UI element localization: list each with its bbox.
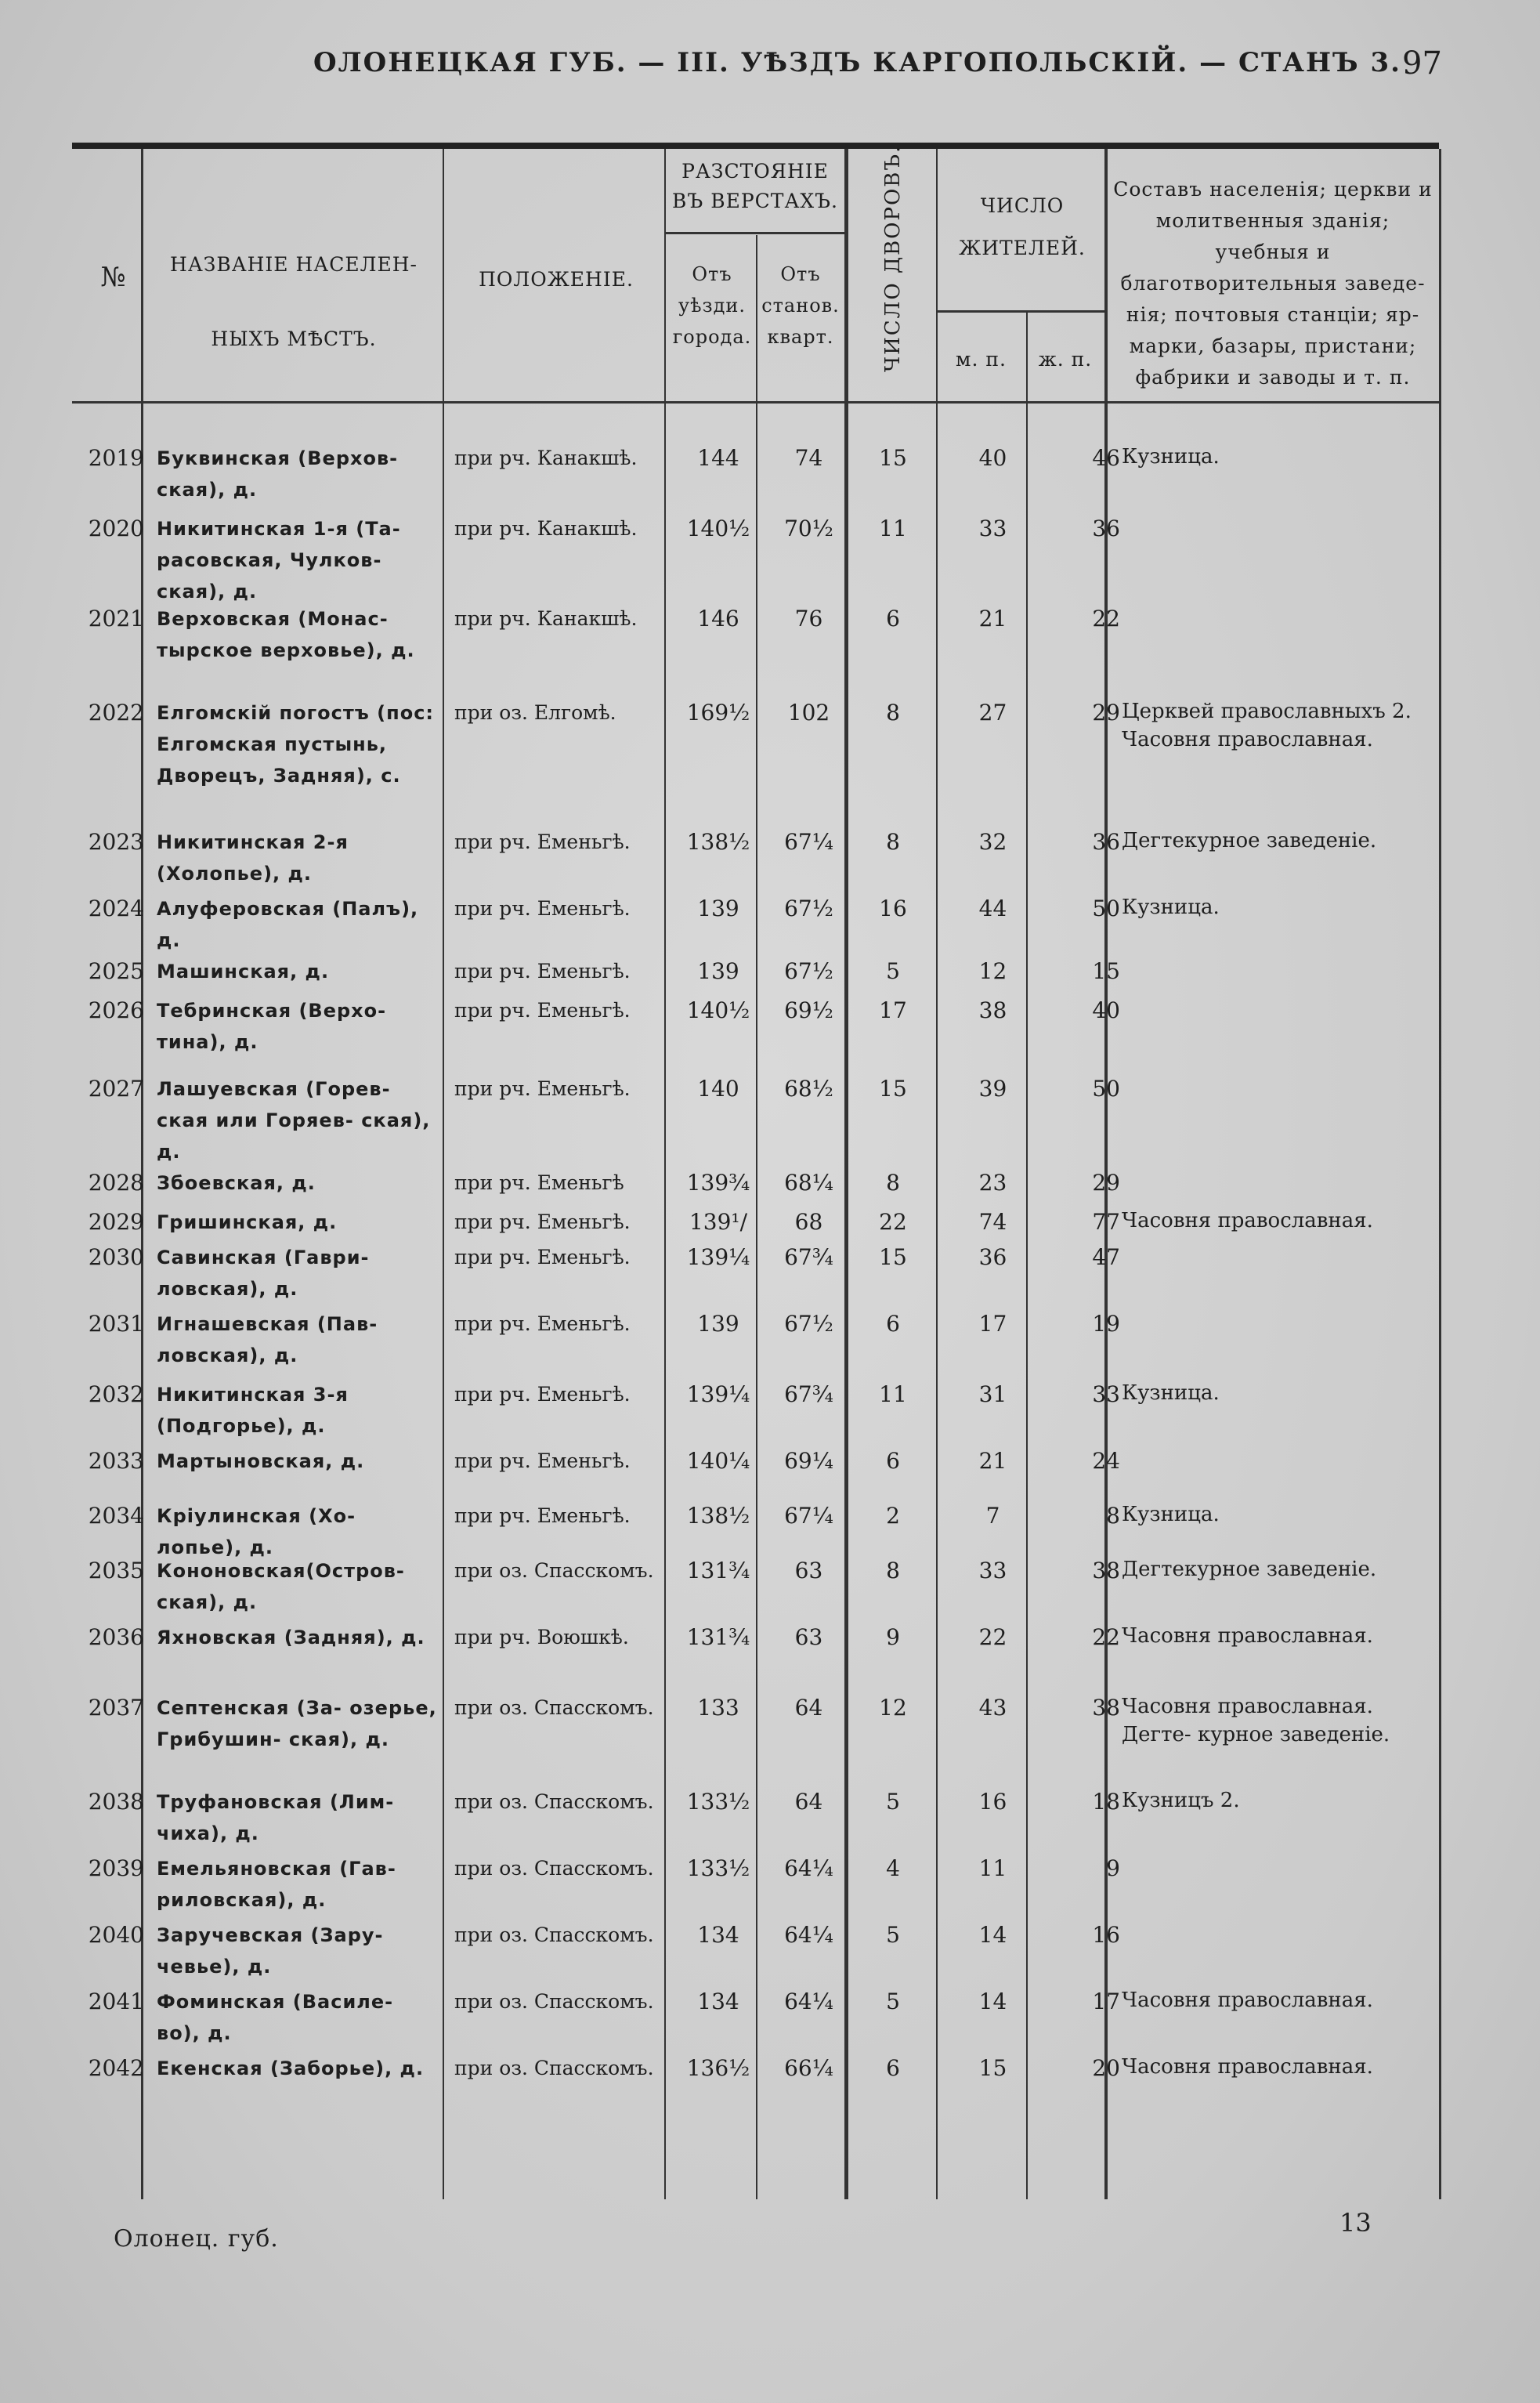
distance-stan: 66¼ xyxy=(784,2055,833,2081)
row-number: 2040 xyxy=(88,1922,144,1948)
row-number: 2028 xyxy=(88,1170,144,1196)
row-number: 2037 xyxy=(88,1695,144,1721)
female-count: 8 xyxy=(1106,1503,1120,1529)
male-count: 21 xyxy=(978,1448,1007,1474)
header-divider xyxy=(666,232,844,234)
distance-stan: 76 xyxy=(794,606,823,632)
yards-count: 8 xyxy=(886,700,900,726)
settlement-name: Екенская (Заборье), д. xyxy=(157,2057,425,2079)
row-number: 2025 xyxy=(88,958,144,984)
yards-count: 11 xyxy=(879,1381,907,1407)
header-divider xyxy=(938,310,1104,313)
female-count: 38 xyxy=(1092,1558,1120,1583)
yards-count: 4 xyxy=(886,1855,900,1881)
distance-stan: 63 xyxy=(794,1624,823,1650)
row-number: 2029 xyxy=(88,1209,144,1235)
settlement-name: Лашуевская (Горев- ская или Горяев- ская), д. xyxy=(157,1078,431,1163)
male-count: 39 xyxy=(978,1076,1007,1102)
settlement-name: Труфановская (Лим- чиха), д. xyxy=(157,1791,395,1844)
settlement-position: при рч. Еменьгѣ. xyxy=(454,1211,631,1233)
row-number: 2026 xyxy=(88,997,144,1023)
row-number: 2033 xyxy=(88,1448,144,1474)
female-count: 36 xyxy=(1092,516,1120,541)
distance-city: 140½ xyxy=(686,997,750,1023)
settlement-name: Емельяновская (Гав- риловская), д. xyxy=(157,1858,396,1911)
male-count: 14 xyxy=(978,1989,1007,2014)
female-count: 18 xyxy=(1092,1789,1120,1815)
female-count: 15 xyxy=(1092,958,1120,984)
settlement-position: при рч. Еменьгѣ. xyxy=(454,897,631,920)
column-header-name: НАЗВАНІЕ НАСЕЛЕН- НЫХЪ МѢСТЪ. xyxy=(170,253,418,350)
row-number: 2039 xyxy=(88,1855,144,1881)
female-count: 77 xyxy=(1092,1209,1120,1235)
distance-city: 133½ xyxy=(686,1855,750,1881)
distance-city: 136½ xyxy=(686,2055,750,2081)
yards-count: 17 xyxy=(879,997,907,1023)
distance-city: 139 xyxy=(697,958,739,984)
male-count: 23 xyxy=(978,1170,1007,1196)
row-number: 2020 xyxy=(88,516,144,541)
settlement-position: при оз. Спасскомъ. xyxy=(454,1857,654,1880)
yards-count: 12 xyxy=(879,1695,907,1721)
settlement-position: при рч. Воюшкѣ. xyxy=(454,1626,629,1648)
settlement-name: Кріулинская (Хо- лопье), д. xyxy=(157,1505,356,1558)
row-notes: Часовня православная. Дегте- курное заведеніе. xyxy=(1122,1695,1390,1746)
distance-city: 140 xyxy=(697,1076,739,1102)
female-count: 50 xyxy=(1092,896,1120,921)
settlement-position: при оз. Спасскомъ. xyxy=(454,2057,654,2079)
column-divider xyxy=(443,149,444,2199)
column-header-female: ж. п. xyxy=(1038,348,1093,371)
male-count: 43 xyxy=(978,1695,1007,1721)
column-divider xyxy=(664,149,666,2199)
column-divider xyxy=(936,149,938,2199)
male-count: 74 xyxy=(978,1209,1007,1235)
column-header-number: № xyxy=(100,262,127,293)
distance-city: 139¹/ xyxy=(689,1209,748,1235)
female-count: 22 xyxy=(1092,1624,1120,1650)
male-count: 7 xyxy=(985,1503,1000,1529)
settlement-position: при оз. Елгомѣ. xyxy=(454,701,616,724)
column-header-residents: ЧИСЛО ЖИТЕЛЕЙ. xyxy=(959,194,1086,259)
distance-city: 139¾ xyxy=(686,1170,750,1196)
settlement-name: Игнашевская (Пав- ловская), д. xyxy=(157,1313,378,1366)
settlement-position: при рч. Еменьгѣ. xyxy=(454,1077,631,1100)
distance-stan: 67¾ xyxy=(784,1381,833,1407)
yards-count: 8 xyxy=(886,1170,900,1196)
female-count: 24 xyxy=(1092,1448,1120,1474)
column-header-distance: РАЗСТОЯНІЕ ВЪ ВЕРСТАХЪ. xyxy=(672,160,838,212)
column-divider xyxy=(1439,149,1441,2199)
running-head: ОЛОНЕЦКАЯ ГУБ. — III. УѢЗДЪ КАРГОПОЛЬСКІЙ. — СТАНЪ 3. xyxy=(313,47,1401,78)
settlement-name: Гришинская, д. xyxy=(157,1211,338,1233)
distance-stan: 68 xyxy=(794,1209,823,1235)
distance-stan: 67¾ xyxy=(784,1244,833,1270)
distance-city: 140¼ xyxy=(686,1448,750,1474)
row-number: 2034 xyxy=(88,1503,144,1529)
distance-stan: 63 xyxy=(794,1558,823,1583)
settlement-name: Тебринская (Верхо- тина), д. xyxy=(157,1000,387,1053)
female-count: 9 xyxy=(1106,1855,1120,1881)
male-count: 15 xyxy=(978,2055,1007,2081)
distance-city: 134 xyxy=(697,1989,739,2014)
row-notes: Кузницъ 2. xyxy=(1122,1789,1240,1812)
row-notes: Кузница. xyxy=(1122,445,1220,469)
distance-stan: 70½ xyxy=(784,516,833,541)
female-count: 20 xyxy=(1092,2055,1120,2081)
yards-count: 2 xyxy=(886,1503,900,1529)
settlement-position: при рч. Еменьгѣ. xyxy=(454,1504,631,1527)
distance-stan: 102 xyxy=(787,700,830,726)
distance-stan: 69½ xyxy=(784,997,833,1023)
settlement-name: Заручевская (Зару- чевье), д. xyxy=(157,1924,384,1978)
female-count: 29 xyxy=(1092,700,1120,726)
yards-count: 5 xyxy=(886,958,900,984)
row-notes: Дегтекурное заведеніе. xyxy=(1122,829,1377,852)
footer-note: Олонец. губ. xyxy=(114,2225,279,2253)
row-notes: Кузница. xyxy=(1122,1381,1220,1405)
settlement-name: Буквинская (Верхов- ская), д. xyxy=(157,447,399,501)
settlement-name: Яхновская (Задняя), д. xyxy=(157,1627,425,1648)
distance-city: 169½ xyxy=(686,700,750,726)
row-number: 2038 xyxy=(88,1789,144,1815)
yards-count: 11 xyxy=(879,516,907,541)
male-count: 27 xyxy=(978,700,1007,726)
male-count: 33 xyxy=(978,1558,1007,1583)
row-notes: Церквей православныхъ 2. Часовня православная. xyxy=(1122,700,1412,751)
yards-count: 15 xyxy=(879,1076,907,1102)
settlement-position: при рч. Канакшѣ. xyxy=(454,517,638,540)
row-number: 2035 xyxy=(88,1558,144,1583)
row-number: 2041 xyxy=(88,1989,144,2014)
settlement-position: при рч. Еменьгѣ. xyxy=(454,1312,631,1335)
settlement-name: Машинская, д. xyxy=(157,961,330,983)
distance-city: 140½ xyxy=(686,516,750,541)
settlement-name: Никитинская 3-я (Подгорье), д. xyxy=(157,1384,349,1437)
settlement-name: Кононовская(Остров- ская), д. xyxy=(157,1560,405,1613)
settlement-position: при рч. Еменьгѣ xyxy=(454,1171,624,1194)
settlement-position: при оз. Спасскомъ. xyxy=(454,1790,654,1813)
male-count: 33 xyxy=(978,516,1007,541)
yards-count: 6 xyxy=(886,606,900,632)
distance-stan: 67¼ xyxy=(784,1503,833,1529)
column-header-distance-stan: Отъ станов. кварт. xyxy=(761,263,840,348)
male-count: 17 xyxy=(978,1311,1007,1337)
settlement-name: Збоевская, д. xyxy=(157,1172,316,1194)
distance-city: 139 xyxy=(697,896,739,921)
column-header-position: ПОЛОЖЕНІЕ. xyxy=(479,268,634,291)
yards-count: 6 xyxy=(886,1448,900,1474)
settlement-position: при рч. Еменьгѣ. xyxy=(454,999,631,1022)
distance-stan: 69¼ xyxy=(784,1448,833,1474)
female-count: 36 xyxy=(1092,829,1120,855)
settlement-position: при оз. Спасскомъ. xyxy=(454,1696,654,1719)
female-count: 16 xyxy=(1092,1922,1120,1948)
row-number: 2021 xyxy=(88,606,144,632)
yards-count: 5 xyxy=(886,1789,900,1815)
distance-city: 139 xyxy=(697,1311,739,1337)
male-count: 38 xyxy=(978,997,1007,1023)
distance-stan: 67½ xyxy=(784,896,833,921)
female-count: 22 xyxy=(1092,606,1120,632)
column-header-male: м. п. xyxy=(956,348,1007,371)
distance-city: 133 xyxy=(697,1695,739,1721)
distance-city: 138½ xyxy=(686,829,750,855)
distance-city: 146 xyxy=(697,606,739,632)
yards-count: 6 xyxy=(886,1311,900,1337)
distance-stan: 64¼ xyxy=(784,1922,833,1948)
yards-count: 5 xyxy=(886,1989,900,2014)
row-notes: Часовня православная. xyxy=(1122,1209,1373,1232)
row-number: 2032 xyxy=(88,1381,144,1407)
distance-city: 144 xyxy=(697,445,739,471)
settlement-position: при рч. Еменьгѣ. xyxy=(454,1246,631,1268)
distance-city: 139¼ xyxy=(686,1381,750,1407)
distance-city: 131¾ xyxy=(686,1558,750,1583)
male-count: 22 xyxy=(978,1624,1007,1650)
female-count: 50 xyxy=(1092,1076,1120,1102)
settlement-name: Фоминская (Василе- во), д. xyxy=(157,1991,394,2044)
male-count: 40 xyxy=(978,445,1007,471)
column-header-distance-city: Отъ уѣзди. города. xyxy=(672,263,752,348)
settlement-position: при оз. Спасскомъ. xyxy=(454,1923,654,1946)
distance-stan: 74 xyxy=(794,445,823,471)
female-count: 19 xyxy=(1092,1311,1120,1337)
settlement-name: Елгомскій погостъ (пос: Елгомская пустынь, Дворецъ, Задняя), с. xyxy=(157,702,435,787)
settlement-position: при рч. Канакшѣ. xyxy=(454,607,638,630)
row-number: 2030 xyxy=(88,1244,144,1270)
distance-city: 131¾ xyxy=(686,1624,750,1650)
header-bottom-rule xyxy=(72,401,1441,404)
settlement-name: Мартыновская, д. xyxy=(157,1450,365,1472)
column-header-notes: Составъ населенія; церкви и молитвенныя зданія; учебныя и благотворительныя заведе- нія; почтовыя станціи; яр- марки, базары, пристани; фабрики и заводы и т. п. xyxy=(1113,178,1433,389)
settlement-position: при оз. Спасскомъ. xyxy=(454,1990,654,2013)
settlement-position: при рч. Еменьгѣ. xyxy=(454,831,631,853)
column-header-yards: ЧИСЛО ДВОРОВЪ. xyxy=(881,144,905,372)
female-count: 46 xyxy=(1092,445,1120,471)
distance-stan: 67¼ xyxy=(784,829,833,855)
female-count: 47 xyxy=(1092,1244,1120,1270)
male-count: 21 xyxy=(978,606,1007,632)
male-count: 44 xyxy=(978,896,1007,921)
female-count: 17 xyxy=(1092,1989,1120,2014)
row-number: 2042 xyxy=(88,2055,144,2081)
distance-city: 138½ xyxy=(686,1503,750,1529)
distance-stan: 68½ xyxy=(784,1076,833,1102)
yards-count: 9 xyxy=(886,1624,900,1650)
page-number: 97 xyxy=(1402,45,1442,81)
yards-count: 8 xyxy=(886,1558,900,1583)
distance-stan: 64¼ xyxy=(784,1989,833,2014)
male-count: 14 xyxy=(978,1922,1007,1948)
settlement-name: Никитинская 2-я (Холопье), д. xyxy=(157,831,349,885)
settlement-position: при рч. Еменьгѣ. xyxy=(454,1449,631,1472)
yards-count: 8 xyxy=(886,829,900,855)
distance-stan: 64 xyxy=(794,1695,823,1721)
female-count: 33 xyxy=(1092,1381,1120,1407)
row-notes: Часовня православная. xyxy=(1122,2055,1373,2079)
settlement-name: Алуферовская (Палъ), д. xyxy=(157,898,419,951)
settlement-name: Савинская (Гаври- ловская), д. xyxy=(157,1247,370,1300)
female-count: 38 xyxy=(1092,1695,1120,1721)
male-count: 36 xyxy=(978,1244,1007,1270)
male-count: 12 xyxy=(978,958,1007,984)
row-notes: Дегтекурное заведеніе. xyxy=(1122,1558,1377,1581)
male-count: 31 xyxy=(978,1381,1007,1407)
row-notes: Часовня православная. xyxy=(1122,1989,1373,2012)
row-number: 2031 xyxy=(88,1311,144,1337)
distance-city: 134 xyxy=(697,1922,739,1948)
distance-city: 133½ xyxy=(686,1789,750,1815)
male-count: 11 xyxy=(978,1855,1007,1881)
row-number: 2024 xyxy=(88,896,144,921)
yards-count: 15 xyxy=(879,445,907,471)
row-number: 2036 xyxy=(88,1624,144,1650)
male-count: 16 xyxy=(978,1789,1007,1815)
yards-count: 22 xyxy=(879,1209,907,1235)
settlement-position: при оз. Спасскомъ. xyxy=(454,1559,654,1582)
distance-stan: 64 xyxy=(794,1789,823,1815)
row-number: 2022 xyxy=(88,700,144,726)
row-notes: Кузница. xyxy=(1122,896,1220,919)
yards-count: 5 xyxy=(886,1922,900,1948)
row-number: 2019 xyxy=(88,445,144,471)
distance-stan: 67½ xyxy=(784,958,833,984)
distance-stan: 68¼ xyxy=(784,1170,833,1196)
row-notes: Часовня православная. xyxy=(1122,1624,1373,1648)
settlement-name: Никитинская 1-я (Та- расовская, Чулков- ская), д. xyxy=(157,518,401,603)
male-count: 32 xyxy=(978,829,1007,855)
settlement-name: Верховская (Монас- тырское верховье), д. xyxy=(157,608,415,661)
row-notes: Кузница. xyxy=(1122,1503,1220,1526)
settlement-position: при рч. Еменьгѣ. xyxy=(454,1383,631,1406)
settlement-name: Септенская (За- озерье, Грибушин- ская), д. xyxy=(157,1697,437,1750)
female-count: 40 xyxy=(1092,997,1120,1023)
yards-count: 16 xyxy=(879,896,907,921)
settlement-position: при рч. Канакшѣ. xyxy=(454,447,638,469)
row-number: 2027 xyxy=(88,1076,144,1102)
signature-mark: 13 xyxy=(1339,2208,1372,2238)
distance-stan: 64¼ xyxy=(784,1855,833,1881)
yards-count: 6 xyxy=(886,2055,900,2081)
female-count: 29 xyxy=(1092,1170,1120,1196)
distance-stan: 67½ xyxy=(784,1311,833,1337)
distance-city: 139¼ xyxy=(686,1244,750,1270)
settlement-position: при рч. Еменьгѣ. xyxy=(454,960,631,983)
yards-count: 15 xyxy=(879,1244,907,1270)
row-number: 2023 xyxy=(88,829,144,855)
